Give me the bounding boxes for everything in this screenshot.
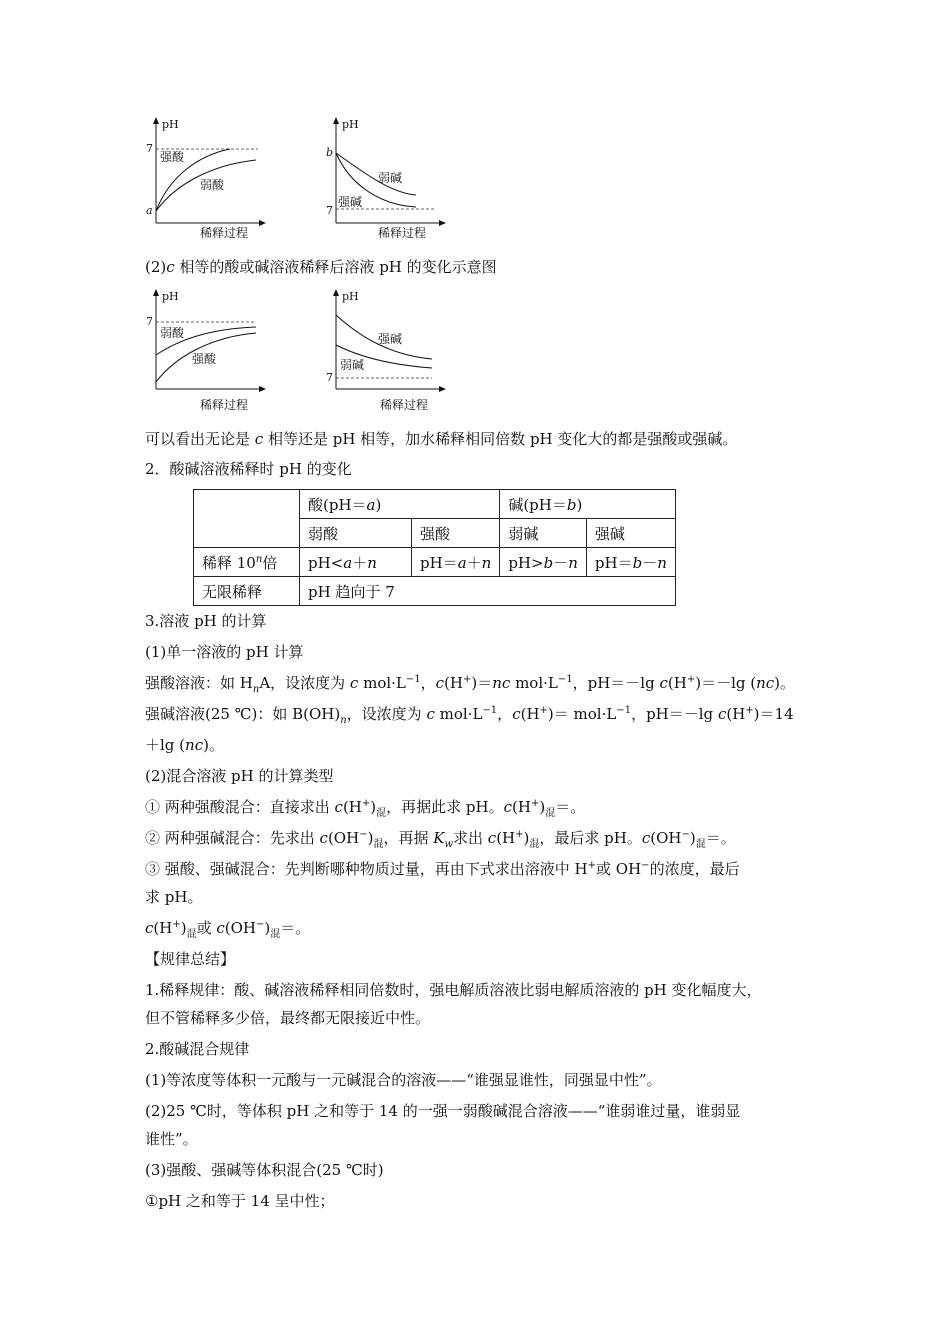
y-tick-b: b bbox=[326, 146, 334, 159]
curve-label-strong-base: 强碱 bbox=[378, 332, 403, 346]
strong-acid-formula: 强酸溶液：如 $H_nA$，设浓度为 c $mol\cdot L^{-1}$，c(H+)＝nc $mol\cdot L^{-1}$，pH＝－lg c(H+)＝－lg (nc)。 bbox=[145, 674, 796, 695]
mix-1: ① 两种强酸混合：直接求出 $c(H^+)_混$，再据此求 pH。$c(H^+)_混=$。 bbox=[145, 798, 586, 819]
dilution-ph-table bbox=[193, 489, 676, 606]
y-axis-label: pH bbox=[162, 290, 179, 303]
section-3-heading: 3.溶液 pH 的计算 bbox=[145, 612, 267, 630]
rule-1-line-1: 1.稀释规律：酸、碱溶液稀释相同倍数时，强电解质溶液比弱电解质溶液的 pH 变化幅度大， bbox=[145, 981, 762, 999]
y-tick-7: 7 bbox=[146, 142, 153, 155]
y-axis-label: pH bbox=[342, 118, 359, 131]
table-row bbox=[194, 548, 676, 577]
x-axis-label: 稀释过程 bbox=[200, 226, 249, 240]
table-row bbox=[194, 577, 676, 606]
sub-2-heading: (2)混合溶液 pH 的计算类型 bbox=[145, 767, 334, 785]
curve-label-strong-base: 强碱 bbox=[338, 195, 363, 209]
x-axis-label: 稀释过程 bbox=[380, 398, 429, 412]
caption-2: (2)c 相等的酸或碱溶液稀释后溶液 pH 的变化示意图 bbox=[145, 258, 497, 276]
section-2-heading: 2．酸碱溶液稀释时 pH 的变化 bbox=[145, 460, 352, 478]
x-axis-label: 稀释过程 bbox=[200, 398, 249, 412]
rule-1-line-2: 但不管稀释多少倍，最终都无限接近中性。 bbox=[145, 1009, 431, 1027]
strong-base-formula-cont: ＋lg (nc)。 bbox=[145, 736, 224, 754]
rule-2-2-line-2: 谁性”。 bbox=[145, 1130, 198, 1148]
base-header: 碱(pH＝b) bbox=[500, 490, 676, 519]
rule-2-3: (3)强酸、强碱等体积混合(25 ℃时) bbox=[145, 1161, 384, 1179]
rule-2-heading: 2.酸碱混合规律 bbox=[145, 1040, 250, 1058]
cell-strong-base: pH＝b－n bbox=[586, 548, 675, 577]
y-tick-7: 7 bbox=[146, 315, 153, 328]
curve-label-weak-acid: 弱酸 bbox=[160, 326, 185, 340]
figure-base-same-c bbox=[320, 287, 450, 415]
mix-3-line-2: 求 pH。 bbox=[145, 888, 203, 906]
figure-acid-same-ph bbox=[140, 115, 270, 243]
curve-label-weak-base: 弱碱 bbox=[378, 171, 403, 185]
subhead-strong-acid: 强酸 bbox=[412, 519, 500, 548]
row-label-dilute: 稀释 10$^n$倍 bbox=[194, 548, 300, 577]
cell-infinite-value: pH 趋向于 7 bbox=[300, 577, 676, 606]
y-tick-a: a bbox=[146, 204, 153, 217]
rule-2-3-1: ①pH 之和等于 14 呈中性； bbox=[145, 1192, 335, 1210]
mix-3-line-1: ③ 强酸、强碱混合：先判断哪种物质过量，再由下式求出溶液中 H+或 OH−的浓度，最后 bbox=[145, 860, 740, 878]
rule-2-1: (1)等浓度等体积一元酸与一元碱混合的溶液——“谁强显谁性，同强显中性”。 bbox=[145, 1071, 662, 1089]
figure-acid-same-c bbox=[140, 287, 270, 415]
subhead-weak-base: 弱碱 bbox=[500, 519, 587, 548]
mix-2: ② 两种强碱混合：先求出 $c(OH^-)_混$，再据 $K_w$求出 $c(H^+)_混$，最后求 pH。$c(OH^-)_混=$。 bbox=[145, 829, 736, 850]
curve-label-weak-acid: 弱酸 bbox=[200, 178, 225, 192]
curve-label-strong-acid: 强酸 bbox=[192, 352, 217, 366]
acid-header: 酸(pH＝a) bbox=[300, 490, 500, 519]
conclusion-text: 可以看出无论是 c 相等还是 pH 相等，加水稀释相同倍数 pH 变化大的都是强酸或强碱。 bbox=[145, 430, 738, 448]
row-label-infinite: 无限稀释 bbox=[194, 577, 300, 606]
subhead-strong-base: 强碱 bbox=[586, 519, 675, 548]
cell-weak-acid: pH<a＋n bbox=[300, 548, 412, 577]
figure-base-same-ph bbox=[320, 115, 450, 243]
curve-label-weak-base: 弱碱 bbox=[340, 358, 365, 372]
sub-1-heading: (1)单一溶液的 pH 计算 bbox=[145, 643, 304, 661]
y-axis-label: pH bbox=[342, 290, 359, 303]
rule-2-2-line-1: (2)25 ℃时，等体积 pH 之和等于 14 的一强一弱酸碱混合溶液——“谁弱谁过量，谁弱显 bbox=[145, 1102, 741, 1120]
y-tick-7: 7 bbox=[326, 204, 333, 217]
cell-weak-base: pH>b－n bbox=[500, 548, 587, 577]
rule-summary-header: 【规律总结】 bbox=[145, 950, 236, 968]
x-axis-label: 稀释过程 bbox=[378, 226, 427, 240]
curve-label-strong-acid: 强酸 bbox=[160, 150, 185, 164]
y-tick-7: 7 bbox=[326, 371, 333, 384]
subhead-weak-acid: 弱酸 bbox=[300, 519, 412, 548]
cell-strong-acid: pH＝a＋n bbox=[412, 548, 500, 577]
table-corner-cell bbox=[194, 490, 300, 548]
strong-base-formula: 强碱溶液(25 ℃)：如 $B(OH)_n$，设浓度为 c $mol\cdot L^{-1}$，$c(H^+)= mol\cdot L^{-1}$，pH＝－lg c(H+)＝14 bbox=[145, 705, 794, 726]
y-axis-label: pH bbox=[162, 118, 179, 131]
mix-3-formula: $c(H^+)_混$或 $c(OH^-)_混=$。 bbox=[145, 919, 311, 940]
